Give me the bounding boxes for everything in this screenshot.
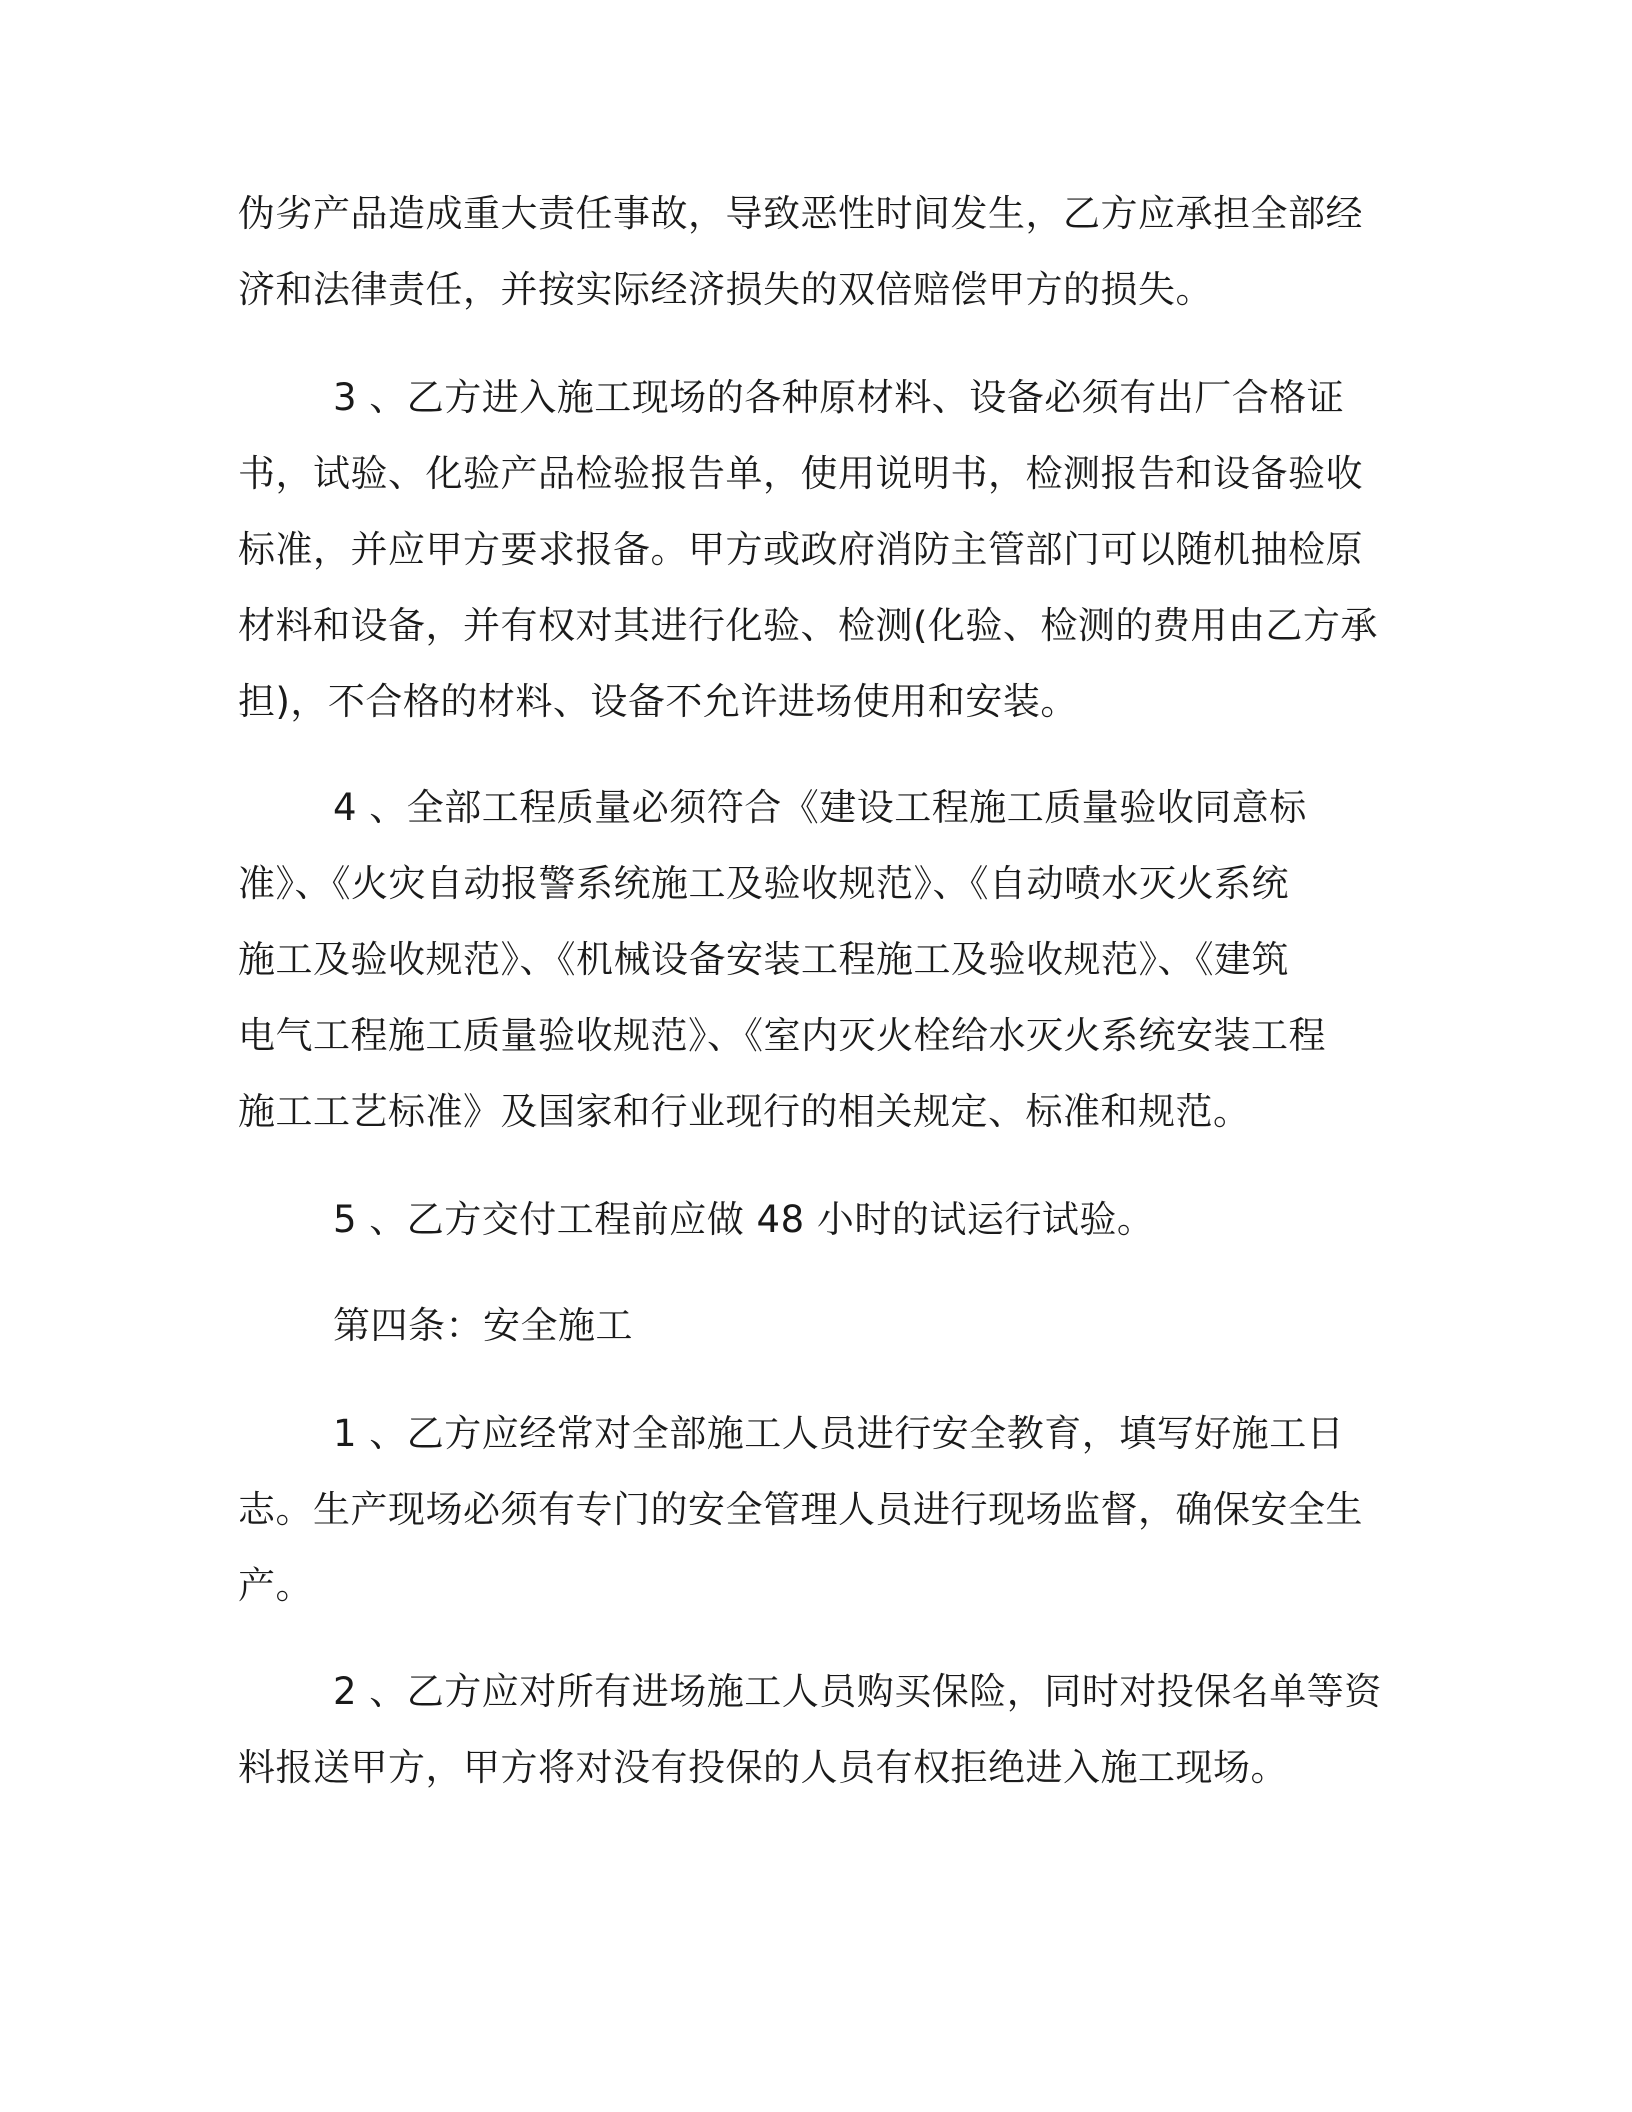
paragraph-line: 伪劣产品造成重大责任事故，导致恶性时间发生，乙方应承担全部经	[238, 192, 1363, 235]
section-heading: 第四条：安全施工	[333, 1304, 633, 1347]
paragraph-line: 产。	[238, 1564, 313, 1607]
paragraph-line: 1 、乙方应经常对全部施工人员进行安全教育，填写好施工日	[333, 1412, 1345, 1455]
paragraph-line: 料报送甲方，甲方将对没有投保的人员有权拒绝进入施工现场。	[238, 1746, 1288, 1789]
paragraph-line: 标准，并应甲方要求报备。甲方或政府消防主管部门可以随机抽检原	[238, 528, 1363, 571]
paragraph-line: 3 、乙方进入施工现场的各种原材料、设备必须有出厂合格证	[333, 376, 1345, 419]
paragraph-line: 济和法律责任，并按实际经济损失的双倍赔偿甲方的损失。	[238, 268, 1213, 311]
paragraph-line: 志。生产现场必须有专门的安全管理人员进行现场监督，确保安全生	[238, 1488, 1363, 1531]
paragraph-line: 准》、《火灾自动报警系统施工及验收规范》、《自动喷水灭火系统	[238, 862, 1289, 905]
paragraph-line: 担)，不合格的材料、设备不允许进场使用和安装。	[238, 680, 1078, 723]
paragraph-line: 2 、乙方应对所有进场施工人员购买保险，同时对投保名单等资	[333, 1670, 1382, 1713]
paragraph-line: 电气工程施工质量验收规范》、《室内灭火栓给水灭火系统安装工程	[238, 1014, 1326, 1057]
paragraph-line: 材料和设备，并有权对其进行化验、检测(化验、检测的费用由乙方承	[238, 604, 1378, 647]
paragraph-line: 书，试验、化验产品检验报告单，使用说明书，检测报告和设备验收	[238, 452, 1363, 495]
paragraph-line: 4 、全部工程质量必须符合《建设工程施工质量验收同意标	[333, 786, 1307, 829]
paragraph-line: 施工及验收规范》、《机械设备安装工程施工及验收规范》、《建筑	[238, 938, 1289, 981]
paragraph-line: 施工工艺标准》及国家和行业现行的相关规定、标准和规范。	[238, 1090, 1251, 1133]
paragraph-line: 5 、乙方交付工程前应做 48 小时的试运行试验。	[333, 1198, 1155, 1241]
